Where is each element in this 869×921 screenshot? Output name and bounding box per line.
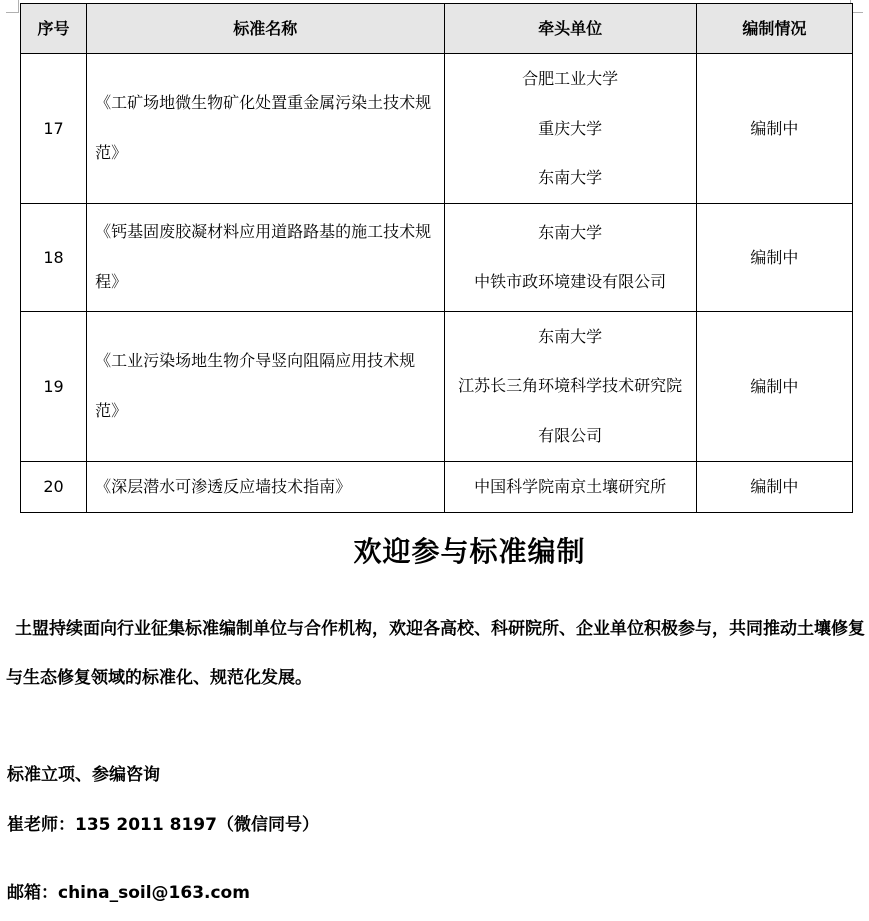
cell-name: 《钙基固废胶凝材料应用道路路基的施工技术规程》 (87, 203, 444, 311)
header-name: 标准名称 (87, 4, 444, 54)
invite-paragraph: 土盟持续面向行业征集标准编制单位与合作机构，欢迎各高校、科研院所、企业单位积极参与，共同推动土壤修复与生态修复领域的标准化、规范化发展。 (6, 619, 865, 688)
header-no: 序号 (21, 4, 87, 54)
cell-name: 《工业污染场地生物介导竖向阻隔应用技术规范》 (87, 311, 444, 461)
table-row (21, 203, 853, 311)
lead-unit: 东南大学 (538, 326, 603, 346)
lead-unit: 有限公司 (538, 425, 603, 445)
table-row (21, 461, 853, 512)
cell-no: 18 (21, 203, 87, 311)
cell-status: 编制中 (696, 54, 852, 204)
cell-status: 编制中 (696, 461, 852, 512)
standards-table (20, 3, 853, 513)
contact-heading: 标准立项、参编咨询 (7, 765, 160, 785)
cell-name: 《工矿场地微生物矿化处置重金属污染土技术规范》 (87, 54, 444, 204)
cell-no: 19 (21, 311, 87, 461)
lead-unit: 东南大学 (538, 168, 603, 187)
lead-unit: 合肥工业大学 (522, 69, 619, 88)
page-corner-mark-left (6, 0, 19, 13)
table-row (21, 54, 853, 204)
contact-teacher-phone: 崔老师：135 2011 8197（微信同号） (7, 815, 319, 835)
cell-lead (444, 203, 696, 311)
cell-status: 编制中 (696, 203, 852, 311)
table-header-row (21, 4, 853, 54)
invite-title: 欢迎参与标准编制 (353, 535, 586, 568)
lead-unit: 重庆大学 (538, 118, 603, 138)
cell-name: 《深层潜水可渗透反应墙技术指南》 (87, 461, 444, 512)
lead-unit: 东南大学 (538, 222, 603, 242)
cell-status: 编制中 (696, 311, 852, 461)
cell-no: 20 (21, 461, 87, 512)
cell-no: 17 (21, 54, 87, 204)
lead-unit: 中国科学院南京土壤研究所 (474, 476, 667, 496)
table-row (21, 311, 853, 461)
cell-lead (444, 54, 696, 204)
lead-unit: 中铁市政环境建设有限公司 (474, 272, 667, 291)
cell-lead (444, 461, 696, 512)
cell-lead (444, 311, 696, 461)
contact-email: 邮箱：china_soil@163.com (7, 883, 250, 903)
header-lead: 牵头单位 (444, 4, 696, 54)
lead-unit: 江苏长三角环境科学技术研究院 (458, 376, 683, 396)
header-status: 编制情况 (696, 4, 852, 54)
